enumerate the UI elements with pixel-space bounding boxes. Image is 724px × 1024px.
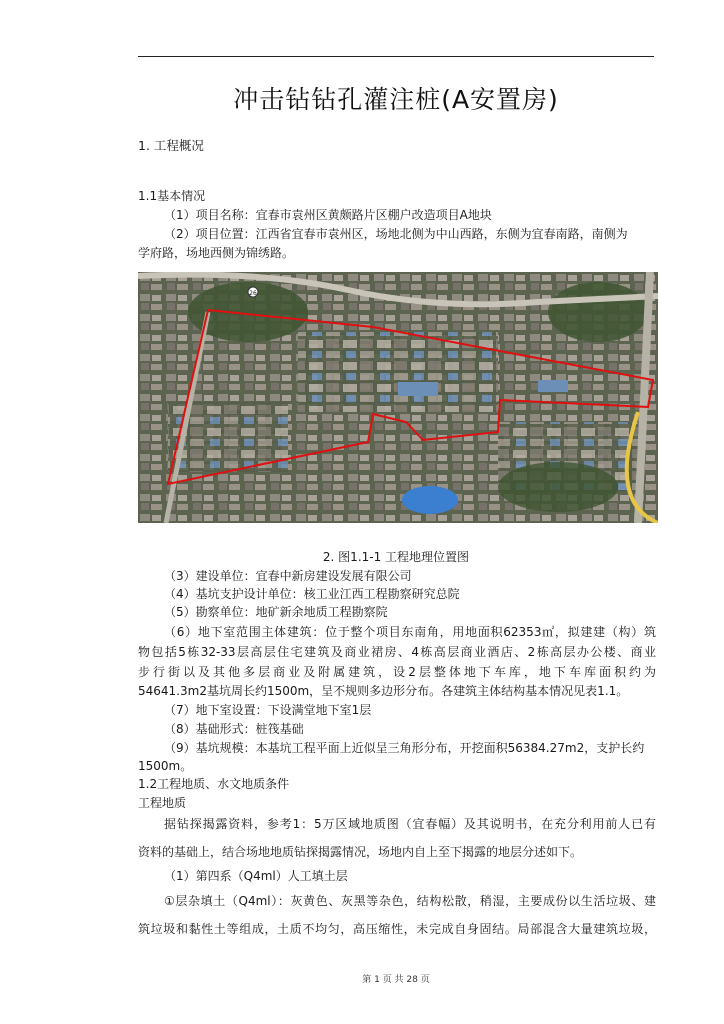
foundation-type: （8）基础形式：桩筏基础: [164, 722, 304, 736]
subsection-heading-2: 1.2工程地质、水文地质条件: [138, 777, 290, 791]
site-aerial-photo: [138, 272, 658, 523]
location-marker-label: 26: [249, 290, 257, 297]
layer-heading: （1）第四系（Q4ml）人工填土层: [164, 869, 348, 883]
page-number: 第 1 页 共 28 页: [362, 975, 430, 985]
stadium-roof: [402, 486, 458, 514]
project-location-line1: （2）项目位置：江西省宜春市袁州区，场地北侧为中山西路，东侧为宜春南路，南侧为: [164, 227, 628, 241]
layer1-line2: 筑垃圾和黏性土等组成，土质不均匀，高压缩性，未完成自身固结。局部混含大量建筑垃圾，: [138, 922, 656, 936]
construction-unit: （3）建设单位：宜春中新房建设发展有限公司: [164, 569, 412, 583]
survey-unit: （5）勘察单位：地矿新余地质工程勘察院: [164, 605, 388, 619]
geology-heading: 工程地质: [138, 796, 187, 810]
geology-paragraph-line2: 资料的基础上，结合场地地质钻探揭露情况，场地内自上至下揭露的地层分述如下。: [138, 845, 583, 859]
basement-scope-line1: （6）地下室范围主体建筑：位于整个项目东南角，用地面积62353㎡，拟建建（构）筑: [164, 625, 656, 639]
design-unit: （4）基坑支护设计单位：核工业江西工程勘察研究总院: [164, 587, 460, 601]
page-title: 冲击钻钻孔灌注桩(A安置房): [233, 85, 559, 114]
figure-caption: 2. 图1.1-1 工程地理位置图: [322, 550, 470, 564]
project-name: （1）项目名称：宜春市袁州区黄颇路片区棚户改造项目A地块: [164, 208, 492, 222]
aerial-map-svg: [138, 272, 658, 523]
basement-scope-line3: 步行街以及其他多层商业及附属建筑，设2层整体地下车库，地下车库面积约为: [138, 665, 656, 679]
tree-cover-se: [498, 462, 618, 512]
project-location-line2: 学府路，场地西侧为锦绣路。: [138, 246, 295, 260]
tree-cover-ne: [548, 282, 648, 342]
blue-roof: [398, 382, 438, 396]
subsection-heading: 1.1基本情况: [138, 189, 206, 203]
basement-scope-line4: 54641.3m2基坑周长约1500m，呈不规则多边形分布。各建筑主体结构基本情况见表1.1。: [138, 684, 629, 698]
section-heading: 1. 工程概况: [138, 138, 204, 153]
layer1-line1: ①层杂填土（Q4ml）：灰黄色、灰黑等杂色，结构松散，稍湿，主要成份以生活垃圾、建: [164, 894, 656, 908]
pit-scale-line2: 1500m。: [138, 759, 193, 773]
header-rule: [138, 56, 654, 57]
basement-setting: （7）地下室设置：下设满堂地下室1层: [164, 703, 372, 717]
pit-scale-line1: （9）基坑规模：本基坑工程平面上近似呈三角形分布，开挖面积56384.27m2，支护长约: [164, 741, 645, 755]
geology-paragraph-line1: 据钻探揭露资料，参考1：5万区域地质图（宜春幅）及其说明书，在充分利用前人已有: [164, 817, 656, 831]
blue-roof-2: [538, 380, 568, 392]
basement-scope-line2: 物包括5栋32-33层高层住宅建筑及商业裙房、4栋高层商业酒店、2栋高层办公楼、商业: [138, 645, 656, 659]
